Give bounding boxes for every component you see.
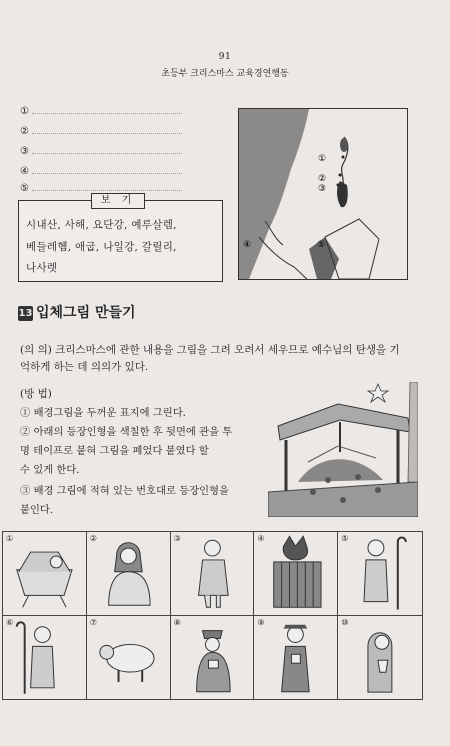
page-number: 91 xyxy=(218,52,232,62)
figure-cell xyxy=(87,532,171,616)
figure-cutout-grid xyxy=(2,531,423,700)
map-label: ③ xyxy=(318,184,327,194)
figure-cell xyxy=(3,532,87,616)
sea-of-galilee xyxy=(340,138,348,152)
donkey-icon xyxy=(254,532,337,615)
section-title: 입체그림 만들기 xyxy=(36,305,136,321)
blank-line-2 xyxy=(20,124,182,137)
mary-icon xyxy=(87,532,170,615)
figure-number: ③ xyxy=(173,534,181,543)
figure-cell xyxy=(171,532,255,616)
shepherd-icon xyxy=(338,532,422,615)
sheep-icon xyxy=(87,616,170,700)
nile-delta xyxy=(259,237,307,279)
purpose-line-1: (의 의) 크리스마스에 관한 내용을 그림을 그려 오려서 세우므로 예수님의 탄생을 기 xyxy=(20,344,400,356)
blank-line-1 xyxy=(20,104,182,117)
section-number: 13 xyxy=(18,308,33,319)
purpose-line-2: 억하게 하는 데 의의가 있다. xyxy=(20,361,149,373)
wise-man-icon xyxy=(171,616,254,700)
figure-number: ⑦ xyxy=(89,617,97,627)
example-row: 시내산, 사해, 요단강, 예루살렘, xyxy=(26,219,177,231)
shepherd-icon xyxy=(3,616,86,700)
method-label: (방 법) xyxy=(20,388,52,400)
blank-number: ④ xyxy=(20,166,29,177)
method-step: 명 테이프로 붙혀 그림을 폐었다 붙였다 할 xyxy=(20,445,209,457)
figure-cell xyxy=(3,616,87,700)
figure-cell xyxy=(87,616,171,700)
figure-number: ② xyxy=(89,534,97,543)
wise-man-icon xyxy=(254,616,337,700)
figure-number: ④ xyxy=(257,534,265,543)
method-step: ① 배경그림을 두꺼운 표지에 그린다. xyxy=(20,407,186,419)
method-step: ③ 배경 그림에 적혀 있는 번호대로 등장인형을 xyxy=(20,485,229,497)
map-label: ② xyxy=(318,174,327,184)
blank-number: ① xyxy=(20,106,29,117)
manger-icon xyxy=(3,532,86,615)
example-box-title: 보 기 xyxy=(91,193,145,209)
running-header: 초등부 크리스마스 교육경연행동 xyxy=(161,69,289,79)
method-step: 붙인다. xyxy=(20,504,54,516)
blank-number: ③ xyxy=(20,146,29,157)
palestine-map xyxy=(238,108,408,280)
example-box xyxy=(18,195,223,282)
figure-cell xyxy=(338,616,422,700)
coast-line xyxy=(265,221,283,245)
figure-number: ① xyxy=(6,534,14,543)
figure-number: ⑥ xyxy=(6,617,14,627)
blank-number: ② xyxy=(20,126,29,137)
figure-number: ⑤ xyxy=(341,534,349,543)
map-label: ① xyxy=(318,154,327,164)
joseph-icon xyxy=(171,532,254,615)
blank-line-3 xyxy=(20,144,182,157)
map-label: ⑤ xyxy=(317,240,326,250)
section-heading xyxy=(18,302,136,322)
method-step: ② 아래의 등장인형을 색칠한 후 뒷면에 관을 투 xyxy=(20,426,233,438)
blank-line-4 xyxy=(20,164,182,177)
mediterranean-sea xyxy=(239,109,309,279)
example-row: 베들레헴, 애굽, 나일강, 갈릴리, xyxy=(26,241,177,253)
figure-number: ⑨ xyxy=(257,617,265,627)
map-label: ④ xyxy=(243,240,252,250)
figure-number: ⑧ xyxy=(173,617,181,627)
figure-number: ⑩ xyxy=(341,617,349,627)
figure-cell xyxy=(254,616,338,700)
nativity-stable-illustration xyxy=(268,382,418,517)
figure-cell xyxy=(338,532,422,616)
method-step: 수 있게 한다. xyxy=(20,464,80,476)
map-drawing xyxy=(239,109,407,279)
blank-number: ⑤ xyxy=(20,183,29,194)
figure-cell xyxy=(171,616,255,700)
star-icon xyxy=(368,384,388,402)
wise-man-icon xyxy=(338,616,422,700)
figure-cell xyxy=(254,532,338,616)
example-row: 나사렛 xyxy=(26,262,58,274)
